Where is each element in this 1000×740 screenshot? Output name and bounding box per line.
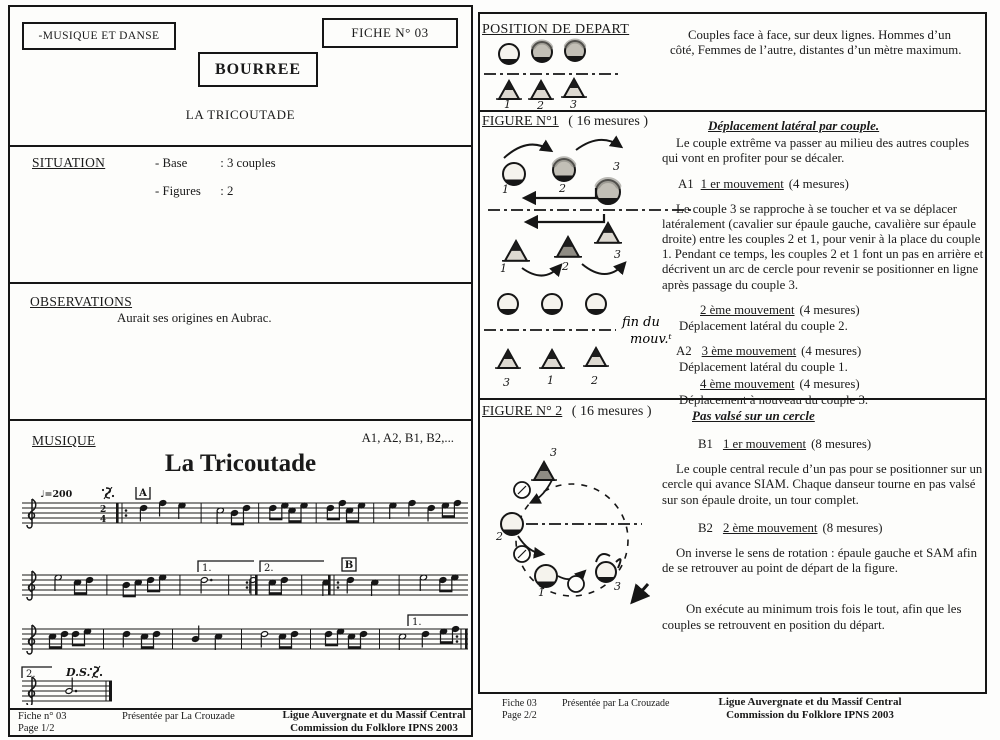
wing-mark <box>596 554 610 562</box>
man-icon <box>594 223 622 243</box>
figure1-heading <box>482 114 648 130</box>
fin-note-line2: mouv.ᵗ <box>630 332 672 347</box>
figure2-heading <box>482 404 651 420</box>
man-icon <box>554 237 582 257</box>
department-label: -MUSIQUE ET DANSE <box>38 30 160 42</box>
figure1-diagram-end <box>484 288 684 396</box>
footer2-organization <box>650 696 970 722</box>
woman-icon <box>503 163 525 185</box>
situation-figures-label: - Figures <box>155 184 201 198</box>
turning-dancer-icon <box>568 576 584 592</box>
section-divider <box>10 145 471 147</box>
svg-text:1.: 1. <box>412 617 422 628</box>
dancer-number: 1 <box>504 98 511 110</box>
man-icon <box>583 348 609 366</box>
woman-icon <box>542 294 562 314</box>
arc-arrow <box>522 266 560 276</box>
figure2-b2-text: On inverse le sens de rotation : épaule gauche et SAM afin de se retrouver au point de départ de la figure. <box>662 546 977 576</box>
dancer-number: 1 <box>502 183 509 196</box>
figure1-a1-line <box>678 177 984 192</box>
footer2-org-line2: Commission du Folklore IPNS 2003 <box>726 709 894 721</box>
footer-presenter: Présentée par La Crouzade <box>122 711 235 722</box>
fiche-number: FICHE N° 03 <box>351 25 429 40</box>
figure1-text-column <box>662 118 984 408</box>
footer2-presenter: Présentée par La Crouzade <box>562 698 670 709</box>
section-divider <box>10 419 471 421</box>
figure1-intro: Le couple extrême va passer au milieu des autres couples qui vont en profiter pour se décaler. <box>662 136 970 166</box>
figure2-text-column <box>662 408 984 633</box>
man-icon <box>539 350 565 368</box>
footer-org-line2: Commission du Folklore IPNS 2003 <box>290 722 458 734</box>
page-1 <box>8 5 473 737</box>
dancer-number: 2 <box>496 530 503 543</box>
observations-text: Aurait ses origines en Aubrac. <box>117 311 272 325</box>
svg-text:A: A <box>139 488 147 499</box>
music-score <box>10 487 471 705</box>
svg-text:B: B <box>344 560 354 571</box>
b1-label: B1 <box>698 437 713 451</box>
woman-icon <box>586 294 606 314</box>
arc-arrow <box>576 140 620 150</box>
figure2-outro: On exécute au minimum trois fois le tout, afin que les couples se retrouvent en position du départ. <box>662 602 962 632</box>
footer-organization <box>280 709 468 735</box>
man-icon <box>528 81 554 99</box>
figure2-b1-line <box>698 437 984 452</box>
figure1-mvt1-text: Le couple 3 se rapproche à se toucher et va se déplacer latéralement (cavalier sur épaule gauche, cavalière sur épaule droite) entre les couples 2 et 1, pour venir à la place du couple 1. Pendant ce temps, les couples 2 et 1 font un pas en arrière et décrivent un arc de cercle pour revenir se positionner en ligne après passage du couple 3. <box>662 201 984 292</box>
situation-base-value: : 3 couples <box>220 156 276 170</box>
mvt1-suffix: (4 mesures) <box>788 177 849 192</box>
dancer-number: 1 <box>547 374 554 387</box>
figure2-subtitle: Pas valsé sur un cercle <box>692 408 815 423</box>
svg-text:D.S.: D.S. <box>66 666 91 679</box>
page-title: LA TRICOUTADE <box>185 107 296 122</box>
position-depart-heading: POSITION DE DEPART <box>482 22 630 37</box>
dancer-number: 3 <box>550 446 557 459</box>
section-divider <box>480 110 985 112</box>
figure1-mvt2-text: Déplacement latéral du couple 2. <box>679 319 848 334</box>
situation-row <box>155 156 276 171</box>
footer-fiche: Fiche n° 03 <box>18 711 67 722</box>
woman-icon <box>535 565 557 587</box>
department-label-box <box>22 22 176 50</box>
figure2-title: FIGURE N° 2 <box>482 404 563 419</box>
figure1-a2-line <box>676 344 984 359</box>
figure2-diagram <box>482 428 682 640</box>
woman-icon <box>553 159 575 181</box>
arc-arrow <box>582 264 624 274</box>
elbow-arrow <box>528 214 604 222</box>
category-box <box>198 52 318 87</box>
mvt3-label: 3 ème mouvement <box>701 344 797 359</box>
figure2-b1-text: Le couple central recule d’un pas pour se positionner sur un cercle qui avance SIAM. Chaque danseur tourne en pas valsé sur son épaule droite, un tour complet. <box>662 462 983 507</box>
svg-text:2.: 2. <box>264 563 274 574</box>
b1-suffix: (8 mesures) <box>811 437 872 451</box>
woman-icon <box>498 294 518 314</box>
position-depart-diagram <box>482 38 662 110</box>
arc-arrow <box>504 145 550 158</box>
svg-text:1.: 1. <box>202 563 212 574</box>
a2-label: A2 <box>676 344 692 359</box>
score-title: La Tricoutade <box>164 450 317 477</box>
a1-label: A1 <box>678 177 694 192</box>
category-label: BOURREE <box>214 60 302 78</box>
figure1-subtitle: Déplacement latéral par couple. <box>708 118 880 133</box>
dancer-number: 2 <box>559 182 566 195</box>
situation-base-label: - Base <box>155 156 188 170</box>
dancer-number: 3 <box>614 248 621 261</box>
b2-suffix: (8 mesures) <box>822 520 883 535</box>
page-2 <box>478 12 987 694</box>
b1-mvt-label: 1 er mouvement <box>722 437 807 451</box>
dancer-number: 2 <box>562 260 569 273</box>
woman-icon <box>501 513 523 535</box>
situation-row <box>155 184 233 199</box>
figure2-measures: ( 16 mesures ) <box>571 404 652 419</box>
figure1-measures: ( 16 mesures ) <box>568 114 648 129</box>
figure2-b2-line <box>698 521 984 536</box>
footer2-fiche: Fiche 03 <box>502 698 537 709</box>
woman-icon <box>532 42 552 62</box>
svg-text:2: 2 <box>100 505 107 515</box>
footer-org-line1: Ligue Auvergnate et du Massif Central <box>282 709 466 721</box>
b2-mvt-label: 2 ème mouvement <box>722 520 818 535</box>
position-depart-text: Couples face à face, sur deux lignes. Hommes d’un côté, Femmes de l’autre, distantes d’un mètre maximum. <box>670 28 962 58</box>
observations-heading: OBSERVATIONS <box>30 294 133 309</box>
figure1-mvt4-text: Déplacement à nouveau du couple 3. <box>679 392 869 407</box>
situation-heading: SITUATION <box>32 155 106 170</box>
mvt1-label: 1 er mouvement <box>700 177 784 192</box>
mvt4-label: 4 ème mouvement <box>700 376 795 391</box>
svg-text:4: 4 <box>100 515 107 525</box>
man-icon <box>496 81 522 99</box>
situation-figures-value: : 2 <box>220 184 234 198</box>
dancer-number: 2 <box>537 99 544 110</box>
woman-icon <box>565 41 585 61</box>
figure1-mvt4-line <box>700 377 984 392</box>
mvt2-suffix: (4 mesures) <box>799 302 860 317</box>
dancer-number: 1 <box>538 586 545 599</box>
section-divider <box>10 282 471 284</box>
dancer-number: 3 <box>613 160 620 173</box>
wing-mark <box>616 559 621 568</box>
fiche-number-box <box>322 18 458 48</box>
dancer-number: 1 <box>500 262 507 275</box>
man-icon <box>531 462 557 480</box>
figure1-mvt3-text: Déplacement latéral du couple 1. <box>679 360 848 375</box>
mvt4-suffix: (4 mesures) <box>799 376 860 391</box>
svg-text:2.: 2. <box>26 669 36 680</box>
woman-icon <box>499 44 519 64</box>
b2-label: B2 <box>698 520 713 535</box>
svg-text:♩=200: ♩=200 <box>40 489 73 500</box>
musique-sequence: A1, A2, B1, B2,... <box>361 431 454 445</box>
musique-heading: MUSIQUE <box>32 433 96 448</box>
figure1-mvt2-line <box>700 303 984 318</box>
mvt3-suffix: (4 mesures) <box>801 344 862 359</box>
man-icon <box>502 241 530 261</box>
man-icon <box>495 350 521 368</box>
figure1-title: FIGURE N°1 <box>482 114 559 129</box>
footer2-org-line1: Ligue Auvergnate et du Massif Central <box>718 696 902 708</box>
footer-page: Page 1/2 <box>18 723 55 734</box>
dancer-number: 3 <box>503 376 510 389</box>
direction-arrow <box>634 584 648 600</box>
fin-note-line1: fin du <box>622 315 660 330</box>
dancer-number: 3 <box>570 98 577 110</box>
dancer-number: 3 <box>614 580 621 593</box>
mvt2-label: 2 ème mouvement <box>700 302 795 317</box>
woman-icon <box>596 180 620 204</box>
man-icon <box>561 79 587 97</box>
footer2-page: Page 2/2 <box>502 710 537 721</box>
woman-icon <box>596 562 616 582</box>
dancer-number: 2 <box>591 374 598 387</box>
